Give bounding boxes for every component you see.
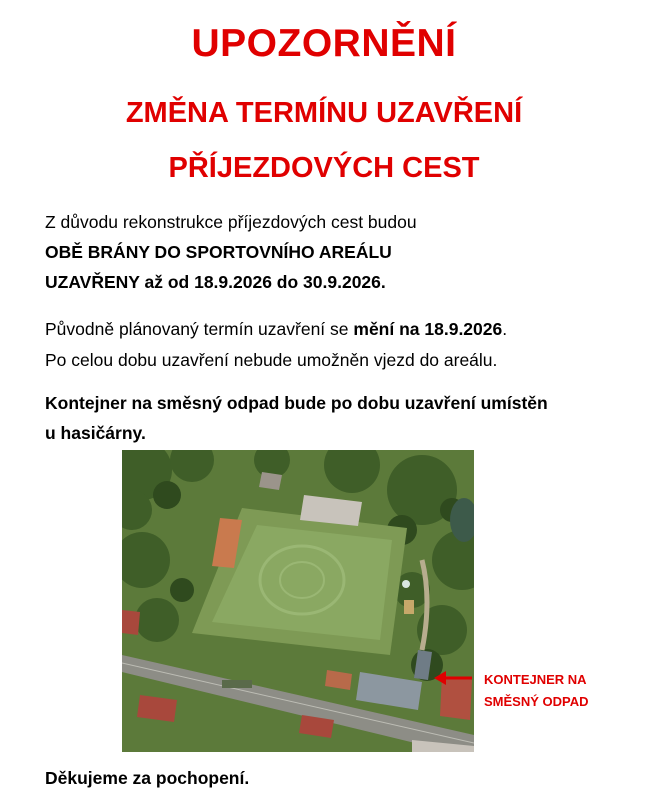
container-map-label xyxy=(484,669,589,713)
container-map-label-line1: KONTEJNER NA xyxy=(484,672,587,687)
date-change-new-date: mění na 18.9.2026 xyxy=(353,319,503,339)
container-map-label-line2: SMĚSNÝ ODPAD xyxy=(484,694,589,709)
arrow-left-icon xyxy=(434,668,474,688)
container-paragraph xyxy=(45,388,548,448)
date-change-paragraph xyxy=(45,314,507,344)
container-line1: Kontejner na směsný odpad bude po dobu uzavření umístěn xyxy=(45,393,548,413)
thank-you-text: Děkujeme za pochopení. xyxy=(45,768,250,788)
notice-title: UPOZORNĚNÍ xyxy=(191,22,457,65)
date-change-prefix: Původně plánovaný termín uzavření se xyxy=(45,319,354,339)
closure-paragraph xyxy=(45,207,417,297)
aerial-map-image xyxy=(122,450,474,752)
container-line2: u hasičárny. xyxy=(45,423,146,443)
date-change-suffix: . xyxy=(502,319,508,339)
notice-subtitle-line1: ZMĚNA TERMÍNU UZAVŘENÍ xyxy=(125,97,523,129)
closure-line3: UZAVŘENY až od 18.9.2026 do 30.9.2026. xyxy=(45,272,386,292)
no-entry-paragraph: Po celou dobu uzavření nebude umožněn vjezd do areálu. xyxy=(45,350,498,370)
notice-subtitle-line2: PŘÍJEZDOVÝCH CEST xyxy=(168,152,480,184)
closure-line1: Z důvodu rekonstrukce příjezdových cest budou xyxy=(45,212,417,232)
closure-line2: OBĚ BRÁNY DO SPORTOVNÍHO AREÁLU xyxy=(45,242,392,262)
